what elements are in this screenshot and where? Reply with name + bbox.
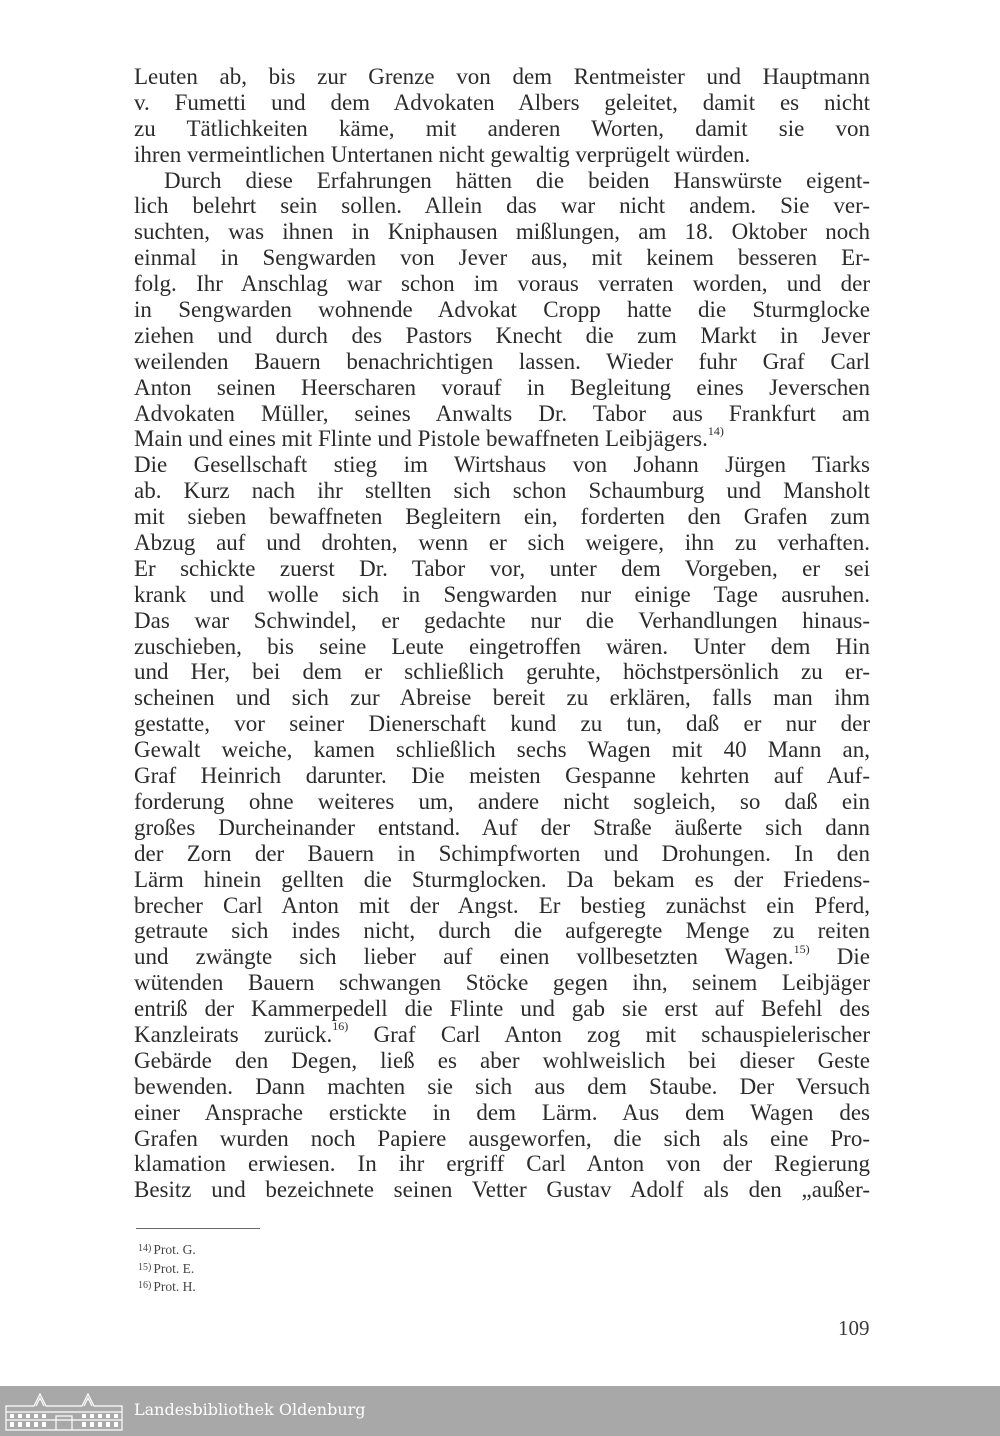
page-number: 109 [838,1316,870,1340]
text-line [134,423,870,452]
text-line: zuschieben, bis seine Leute eingetroffen wären. Unter dem Hin [134,633,870,659]
text-line: Er schickte zuerst Dr. Tabor vor, unter dem Vorgeben, er sei [134,555,870,581]
text-line: Graf Heinrich darunter. Die meisten Gespanne kehrten auf Auf- [134,763,870,789]
text-segment: Graf Carl Anton zog mit schauspielerischer [373,1021,870,1047]
library-footer-bar [0,1386,1000,1436]
text-segment: Main und eines mit Flinte und Pistole bewaffneten Leibjägers. [134,426,708,452]
text-segment: und zwängte sich lieber auf einen vollbesetzten Wagen. [134,944,794,970]
text-line: Das war Schwindel, er gedachte nur die Verhandlungen hinaus- [134,607,870,633]
footnote-number: 16) [138,1280,152,1291]
text-line: v. Fumetti und dem Advokaten Albers geleitet, damit es nicht [134,89,870,115]
text-line: gestatte, vor seiner Dienerschaft kund zu tun, daß er nur der [134,711,870,737]
text-line: Anton seinen Heerscharen vorauf in Begleitung eines Jeverschen [134,374,870,400]
text-line: Gebärde den Degen, ließ es aber wohlweislich bei dieser Geste [134,1047,870,1073]
text-line: suchten, was ihnen in Kniphausen mißlungen, am 18. Oktober noch [134,219,870,245]
text-line: großes Durcheinander entstand. Auf der Straße äußerte sich dann [134,814,870,840]
footnotes [138,1242,196,1298]
text-line: getraute sich indes nicht, durch die aufgeregte Menge zu reiten [134,918,870,944]
footnote-ref-14[interactable]: 14) [707,423,724,438]
text-line: der Zorn der Bauern in Schimpfworten und Drohungen. In den [134,840,870,866]
text-line: ziehen und durch des Pastors Knecht die zum Markt in Jever [134,322,870,348]
footnote-number: 15) [138,1261,152,1273]
text-segment: Die [836,944,870,970]
text-line: Leuten ab, bis zur Grenze von dem Rentmeister und Hauptmann [134,64,870,89]
footnote-text: Prot. E. [153,1260,195,1276]
text-segment: Kanzleirats zurück. [134,1021,333,1047]
footnote-14 [138,1242,196,1261]
text-line: zu Tätlichkeiten käme, mit anderen Worten, damit sie von [134,115,870,141]
text-line: einer Ansprache erstickte in dem Lärm. Aus dem Wagen des [134,1099,870,1125]
text-line: Die Gesellschaft stieg im Wirtshaus von Johann Jürgen Tiarks [134,452,870,478]
text-line: einmal in Sengwarden von Jever aus, mit keinem besseren Er- [134,245,870,271]
text-line: mit sieben bewaffneten Begleitern ein, forderten den Grafen zum [134,504,870,530]
footnote-15 [138,1261,196,1280]
text-line: klamation erwiesen. In ihr ergriff Carl Anton von der Regierung [134,1151,870,1177]
text-line: Besitz und bezeichnete seinen Vetter Gustav Adolf als den „außer- [134,1177,870,1203]
footnote-ref-16[interactable]: 16) [332,1019,349,1034]
text-line [134,941,870,970]
text-line: Gewalt weiche, kamen schließlich sechs Wagen mit 40 Mann an, [134,737,870,763]
text-line: Abzug auf und drohten, wenn er sich weigere, ihn zu verhaften. [134,530,870,556]
text-line: entriß der Kammerpedell die Flinte und gab sie erst auf Befehl des [134,996,870,1022]
text-line: krank und wolle sich in Sengwarden nur einige Tage ausruhen. [134,581,870,607]
text-line: Durch diese Erfahrungen hätten die beiden Hanswürste eigent- [164,167,870,193]
text-line: und Her, bei dem er schließlich geruhte, höchstpersönlich zu er- [134,659,870,685]
library-building-icon [4,1390,124,1432]
text-line: folg. Ihr Anschlag war schon im voraus verraten worden, und der [134,271,870,297]
footnote-16 [138,1279,196,1298]
text-line: ab. Kurz nach ihr stellten sich schon Schaumburg und Mansholt [134,478,870,504]
footnote-ref-15[interactable]: 15) [793,941,810,956]
footnote-number: 14) [138,1243,152,1254]
footnote-text: Prot. H. [153,1279,196,1294]
footnote-text: Prot. G. [153,1242,196,1257]
text-line [134,1019,870,1048]
footnote-divider [136,1228,260,1229]
text-line: wütenden Bauern schwangen Stöcke gegen ihn, seinem Leibjäger [134,970,870,996]
body-text [134,64,870,1203]
text-line: Advokaten Müller, seines Anwalts Dr. Tabor aus Frankfurt am [134,400,870,426]
text-line: ihren vermeintlichen Untertanen nicht gewaltig verprügelt würden. [134,141,751,167]
text-line: lich belehrt sein sollen. Allein das war nicht andem. Sie ver- [134,193,870,219]
text-line: Grafen wurden noch Papiere ausgeworfen, die sich als eine Pro- [134,1125,870,1151]
text-line: scheinen und sich zur Abreise bereit zu erklären, falls man ihm [134,685,870,711]
text-line: in Sengwarden wohnende Advokat Cropp hatte die Sturmglocke [134,297,870,323]
text-line: forderung ohne weiteres um, andere nicht sogleich, so daß ein [134,788,870,814]
text-line: bewenden. Dann machten sie sich aus dem Staube. Der Versuch [134,1073,870,1099]
library-name[interactable]: Landesbibliothek Oldenburg [134,1400,366,1419]
text-line: Lärm hinein gellten die Sturmglocken. Da bekam es der Friedens- [134,866,870,892]
text-line: weilenden Bauern benachrichtigen lassen. Wieder fuhr Graf Carl [134,348,870,374]
text-line: brecher Carl Anton mit der Angst. Er bestieg zunächst ein Pferd, [134,892,870,918]
